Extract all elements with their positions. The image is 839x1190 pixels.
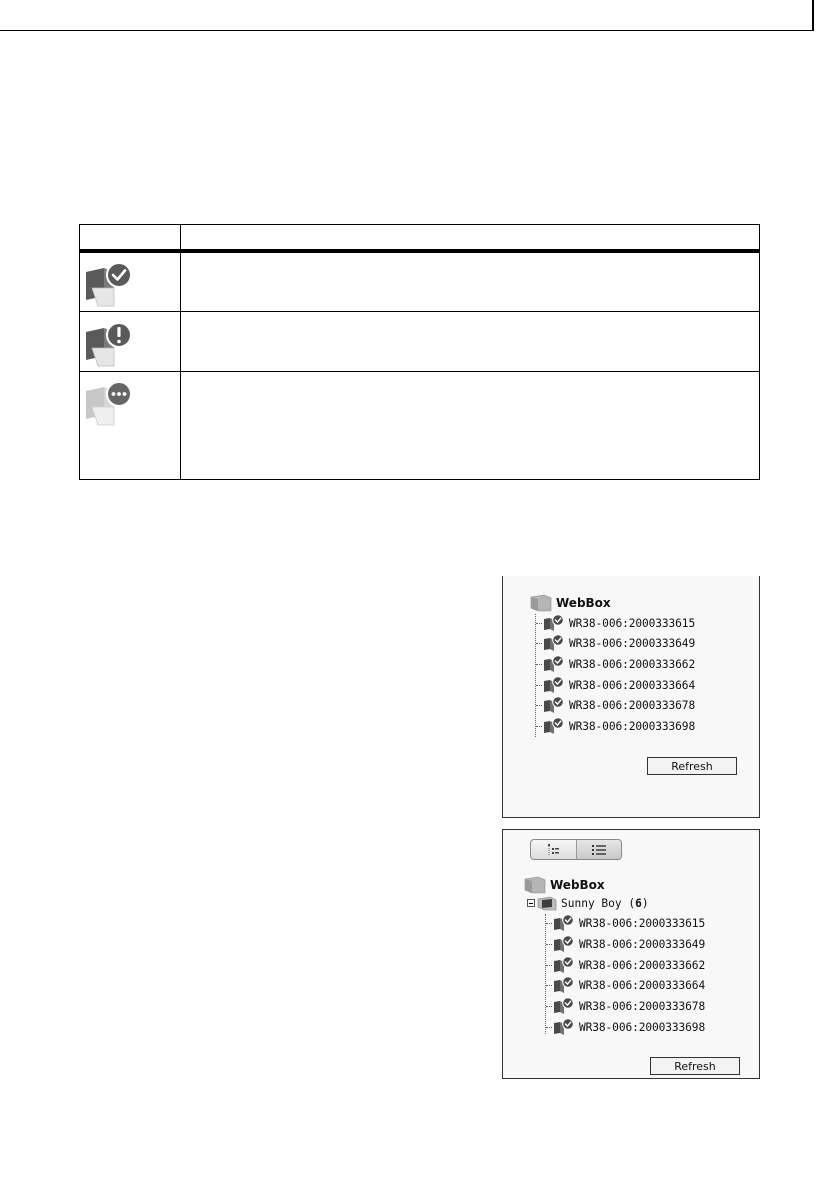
device-row[interactable] (536, 696, 695, 714)
row-divider (80, 311, 759, 312)
device-row[interactable] (546, 976, 705, 994)
tree-view-button[interactable] (531, 840, 576, 859)
row-divider (80, 371, 759, 372)
device-pending-icon (80, 377, 140, 427)
group-name: Sunny Boy (561, 896, 622, 910)
device-row[interactable] (536, 717, 695, 735)
device-group-sunny-boy[interactable]: Sunny Boy (6) (527, 894, 649, 912)
device-ok-icon (543, 676, 567, 694)
group-count: 6 (635, 896, 642, 910)
device-row[interactable] (546, 956, 705, 974)
device-group-icon (537, 895, 557, 911)
device-row[interactable] (546, 935, 705, 953)
device-ok-icon (553, 935, 577, 953)
device-ok-icon (543, 655, 567, 673)
tree-connector (545, 914, 546, 1034)
webbox-icon (524, 876, 546, 894)
device-ok-icon (543, 614, 567, 632)
page-corner-mark (812, 0, 814, 31)
tree-view-icon (546, 843, 560, 857)
refresh-button[interactable]: Refresh (647, 757, 737, 775)
icon-legend-table (79, 224, 760, 480)
device-row[interactable] (536, 634, 695, 652)
view-toggle (530, 839, 622, 860)
webbox-icon (530, 594, 552, 612)
page-top-rule (0, 30, 812, 31)
tree-root-webbox[interactable] (524, 876, 605, 894)
device-label: WR38-006:2000333698 (569, 719, 696, 733)
device-label: WR38-006:2000333678 (579, 999, 706, 1013)
device-label: WR38-006:2000333615 (569, 616, 696, 630)
device-ok-icon (543, 634, 567, 652)
collapse-toggle-icon[interactable] (527, 899, 535, 907)
device-row[interactable] (536, 614, 695, 632)
device-label: WR38-006:2000333698 (579, 1020, 706, 1034)
header-rule (80, 249, 759, 253)
device-tree-panel (502, 576, 760, 818)
device-ok-icon (553, 914, 577, 932)
device-ok-icon (543, 696, 567, 714)
device-ok-icon (553, 1018, 577, 1036)
device-label: WR38-006:2000333662 (579, 958, 706, 972)
device-label: WR38-006:2000333649 (579, 937, 706, 951)
webbox-label: WebBox (556, 596, 611, 610)
list-view-button[interactable] (576, 840, 622, 859)
device-label: WR38-006:2000333649 (569, 636, 696, 650)
device-ok-icon (80, 258, 140, 308)
device-label: WR38-006:2000333664 (579, 978, 706, 992)
device-row[interactable] (536, 655, 695, 673)
device-ok-icon (553, 956, 577, 974)
device-label: WR38-006:2000333678 (569, 698, 696, 712)
grouped-device-tree-panel (502, 829, 760, 1079)
device-row[interactable] (546, 1018, 705, 1036)
webbox-label: WebBox (550, 878, 605, 892)
device-row[interactable] (536, 676, 695, 694)
device-label: WR38-006:2000333664 (569, 678, 696, 692)
device-ok-icon (553, 976, 577, 994)
device-row[interactable] (546, 914, 705, 932)
device-ok-icon (553, 997, 577, 1015)
column-divider (180, 225, 181, 479)
device-label: WR38-006:2000333615 (579, 916, 706, 930)
tree-root-webbox[interactable] (530, 594, 611, 612)
refresh-button[interactable]: Refresh (650, 1057, 740, 1075)
device-ok-icon (543, 717, 567, 735)
device-row[interactable] (546, 997, 705, 1015)
device-error-icon (80, 318, 140, 368)
device-label: WR38-006:2000333662 (569, 657, 696, 671)
list-view-icon (591, 843, 607, 857)
